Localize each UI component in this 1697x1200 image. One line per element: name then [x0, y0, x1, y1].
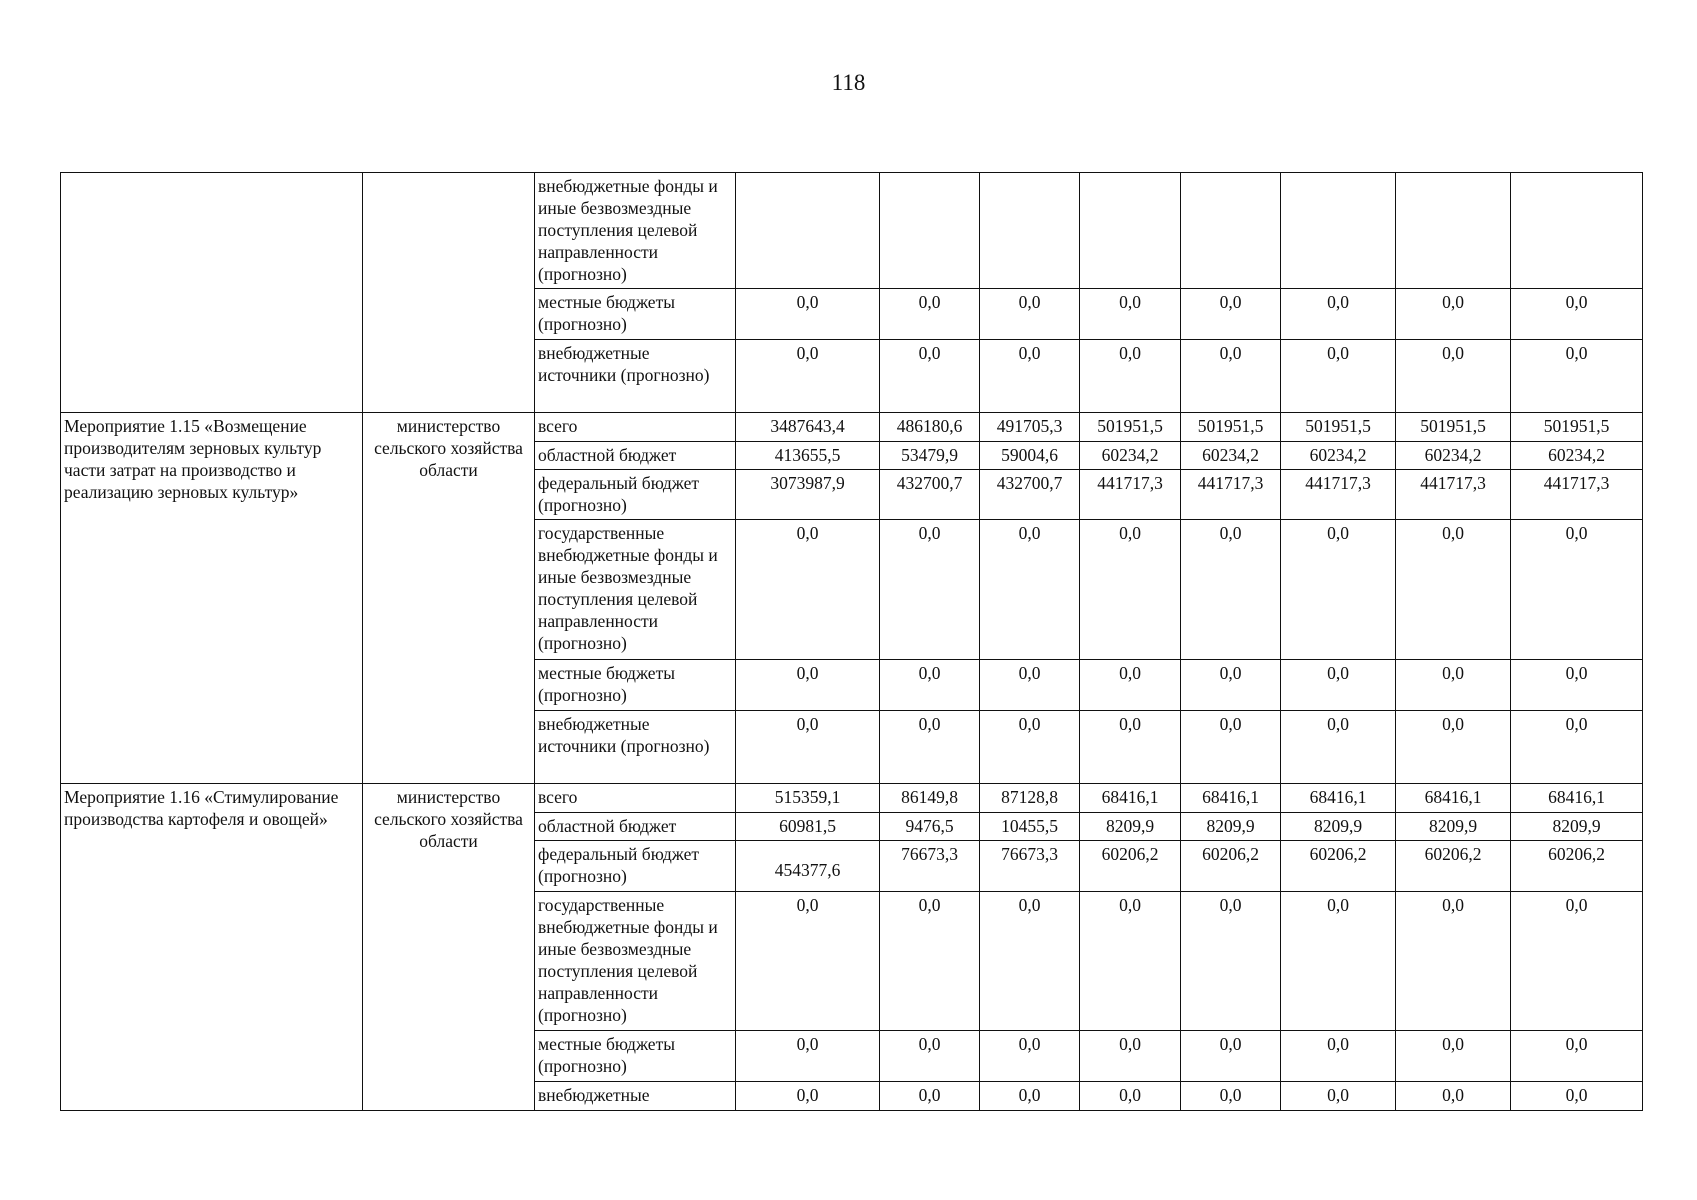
value-cell: 68416,1 — [1396, 784, 1511, 813]
value-cell: 68416,1 — [1511, 784, 1643, 813]
funding-source-cell: внебюджетные фонды и иные безвозмездные поступления целевой направленности (прогнозно) — [535, 173, 736, 289]
value-cell: 0,0 — [980, 1082, 1080, 1111]
funding-source-cell: всего — [535, 413, 736, 442]
value-cell — [1281, 173, 1396, 289]
value-cell: 0,0 — [1511, 340, 1643, 413]
value-cell: 0,0 — [1181, 340, 1281, 413]
value-cell: 0,0 — [1281, 1031, 1396, 1082]
value-cell: 0,0 — [1511, 711, 1643, 784]
value-cell: 0,0 — [1396, 1082, 1511, 1111]
value-cell — [1396, 173, 1511, 289]
funding-source-cell: внебюджетные источники (прогнозно) — [535, 340, 736, 413]
value-cell: 60234,2 — [1181, 442, 1281, 470]
value-cell: 0,0 — [1181, 660, 1281, 711]
value-cell — [880, 173, 980, 289]
value-cell: 8209,9 — [1080, 813, 1181, 841]
funding-source-cell: государственные внебюджетные фонды и иные безвозмездные поступления целевой направленности (прогнозно) — [535, 520, 736, 660]
value-cell: 515359,1 — [736, 784, 880, 813]
value-cell: 432700,7 — [880, 470, 980, 520]
value-cell: 59004,6 — [980, 442, 1080, 470]
value-cell: 0,0 — [1281, 660, 1396, 711]
value-cell: 0,0 — [1281, 1082, 1396, 1111]
value-cell: 0,0 — [880, 1082, 980, 1111]
value-cell: 68416,1 — [1080, 784, 1181, 813]
event-cell-continued — [61, 173, 363, 413]
value-cell: 68416,1 — [1281, 784, 1396, 813]
funding-source-cell: областной бюджет — [535, 813, 736, 841]
funding-source-cell: областной бюджет — [535, 442, 736, 470]
value-cell: 501951,5 — [1181, 413, 1281, 442]
value-cell — [736, 173, 880, 289]
value-cell: 0,0 — [880, 1031, 980, 1082]
value-cell: 0,0 — [1181, 892, 1281, 1031]
measure-title-cell: Мероприятие 1.15 «Возмещение производителям зерновых культур части затрат на производство и реализацию зерновых культур» — [61, 413, 363, 784]
value-cell: 60206,2 — [1396, 841, 1511, 892]
value-cell: 0,0 — [980, 520, 1080, 660]
value-cell: 0,0 — [980, 660, 1080, 711]
value-cell: 0,0 — [880, 520, 980, 660]
value-cell: 0,0 — [736, 660, 880, 711]
value-cell: 486180,6 — [880, 413, 980, 442]
budget-table — [60, 172, 1643, 1111]
value-cell: 8209,9 — [1511, 813, 1643, 841]
value-cell — [980, 173, 1080, 289]
value-cell: 9476,5 — [880, 813, 980, 841]
value-cell: 0,0 — [1080, 711, 1181, 784]
funding-source-cell: государственные внебюджетные фонды и иные безвозмездные поступления целевой направленности (прогнозно) — [535, 892, 736, 1031]
value-cell: 0,0 — [880, 892, 980, 1031]
value-cell: 60206,2 — [1181, 841, 1281, 892]
value-cell: 0,0 — [1181, 1082, 1281, 1111]
table-row — [61, 173, 1643, 289]
value-cell: 8209,9 — [1281, 813, 1396, 841]
funding-source-cell: местные бюджеты (прогнозно) — [535, 289, 736, 340]
value-cell: 86149,8 — [880, 784, 980, 813]
value-cell: 0,0 — [1396, 711, 1511, 784]
value-cell: 0,0 — [1080, 520, 1181, 660]
value-cell: 0,0 — [736, 520, 880, 660]
value-cell: 3487643,4 — [736, 413, 880, 442]
value-cell: 60234,2 — [1396, 442, 1511, 470]
value-cell: 501951,5 — [1396, 413, 1511, 442]
value-cell — [1511, 173, 1643, 289]
value-cell: 0,0 — [1396, 660, 1511, 711]
table-row — [61, 413, 1643, 442]
value-cell: 432700,7 — [980, 470, 1080, 520]
funding-source-cell: федеральный бюджет (прогнозно) — [535, 841, 736, 892]
value-cell: 413655,5 — [736, 442, 880, 470]
value-cell: 0,0 — [1396, 892, 1511, 1031]
funding-source-cell: всего — [535, 784, 736, 813]
value-cell: 0,0 — [1511, 1031, 1643, 1082]
value-cell: 0,0 — [1281, 711, 1396, 784]
value-cell: 441717,3 — [1080, 470, 1181, 520]
value-cell: 0,0 — [980, 711, 1080, 784]
value-cell: 3073987,9 — [736, 470, 880, 520]
value-cell: 0,0 — [980, 892, 1080, 1031]
value-cell: 8209,9 — [1181, 813, 1281, 841]
value-cell: 0,0 — [1511, 892, 1643, 1031]
value-cell: 0,0 — [980, 289, 1080, 340]
value-cell: 0,0 — [736, 711, 880, 784]
funding-source-cell: внебюджетные — [535, 1082, 736, 1111]
value-cell: 0,0 — [736, 340, 880, 413]
value-cell: 53479,9 — [880, 442, 980, 470]
funding-source-cell: внебюджетные источники (прогнозно) — [535, 711, 736, 784]
executor-cell-continued — [363, 173, 535, 413]
value-cell: 0,0 — [1080, 892, 1181, 1031]
page-number: 118 — [831, 70, 866, 95]
value-cell: 441717,3 — [1396, 470, 1511, 520]
table-row — [61, 784, 1643, 813]
value-cell: 0,0 — [880, 289, 980, 340]
value-cell: 441717,3 — [1511, 470, 1643, 520]
funding-source-cell: местные бюджеты (прогнозно) — [535, 660, 736, 711]
value-cell: 0,0 — [1281, 289, 1396, 340]
value-cell: 87128,8 — [980, 784, 1080, 813]
value-cell: 0,0 — [1281, 892, 1396, 1031]
value-cell — [1181, 173, 1281, 289]
value-cell: 76673,3 — [980, 841, 1080, 892]
value-cell: 501951,5 — [1511, 413, 1643, 442]
value-cell: 0,0 — [736, 1082, 880, 1111]
value-cell: 441717,3 — [1281, 470, 1396, 520]
value-cell: 491705,3 — [980, 413, 1080, 442]
executor-cell: министерство сельского хозяйства области — [363, 784, 535, 1111]
value-cell: 0,0 — [980, 340, 1080, 413]
value-cell: 60206,2 — [1511, 841, 1643, 892]
value-cell: 0,0 — [1396, 289, 1511, 340]
value-cell: 0,0 — [1511, 660, 1643, 711]
measure-title-cell: Мероприятие 1.16 «Стимулирование производства картофеля и овощей» — [61, 784, 363, 1111]
value-cell: 68416,1 — [1181, 784, 1281, 813]
value-cell: 0,0 — [880, 660, 980, 711]
value-cell: 8209,9 — [1396, 813, 1511, 841]
value-cell: 60206,2 — [1281, 841, 1396, 892]
funding-source-cell: местные бюджеты (прогнозно) — [535, 1031, 736, 1082]
value-cell: 60234,2 — [1080, 442, 1181, 470]
value-cell: 0,0 — [1396, 1031, 1511, 1082]
value-cell: 0,0 — [1396, 340, 1511, 413]
value-cell: 0,0 — [1181, 520, 1281, 660]
value-cell: 0,0 — [1511, 520, 1643, 660]
value-cell: 501951,5 — [1281, 413, 1396, 442]
value-cell: 0,0 — [1281, 340, 1396, 413]
value-cell: 0,0 — [1281, 520, 1396, 660]
value-cell: 0,0 — [1080, 289, 1181, 340]
value-cell: 60206,2 — [1080, 841, 1181, 892]
value-cell: 0,0 — [1181, 1031, 1281, 1082]
value-cell: 0,0 — [736, 1031, 880, 1082]
value-cell: 0,0 — [880, 711, 980, 784]
value-cell: 0,0 — [1511, 1082, 1643, 1111]
value-cell: 0,0 — [1080, 340, 1181, 413]
value-cell: 441717,3 — [1181, 470, 1281, 520]
value-cell: 76673,3 — [880, 841, 980, 892]
value-cell: 60234,2 — [1281, 442, 1396, 470]
value-cell: 0,0 — [880, 340, 980, 413]
value-cell: 501951,5 — [1080, 413, 1181, 442]
value-cell: 0,0 — [1511, 289, 1643, 340]
value-cell: 0,0 — [1396, 520, 1511, 660]
funding-source-cell: федеральный бюджет (прогнозно) — [535, 470, 736, 520]
value-cell: 0,0 — [1181, 711, 1281, 784]
value-cell: 0,0 — [1181, 289, 1281, 340]
value-cell: 0,0 — [736, 289, 880, 340]
value-cell: 454377,6 — [736, 841, 880, 892]
value-cell — [1080, 173, 1181, 289]
value-cell: 0,0 — [1080, 660, 1181, 711]
value-cell: 60981,5 — [736, 813, 880, 841]
value-cell: 0,0 — [1080, 1031, 1181, 1082]
value-cell: 0,0 — [736, 892, 880, 1031]
value-cell: 10455,5 — [980, 813, 1080, 841]
value-cell: 60234,2 — [1511, 442, 1643, 470]
executor-cell: министерство сельского хозяйства области — [363, 413, 535, 784]
value-cell: 0,0 — [980, 1031, 1080, 1082]
value-cell: 0,0 — [1080, 1082, 1181, 1111]
